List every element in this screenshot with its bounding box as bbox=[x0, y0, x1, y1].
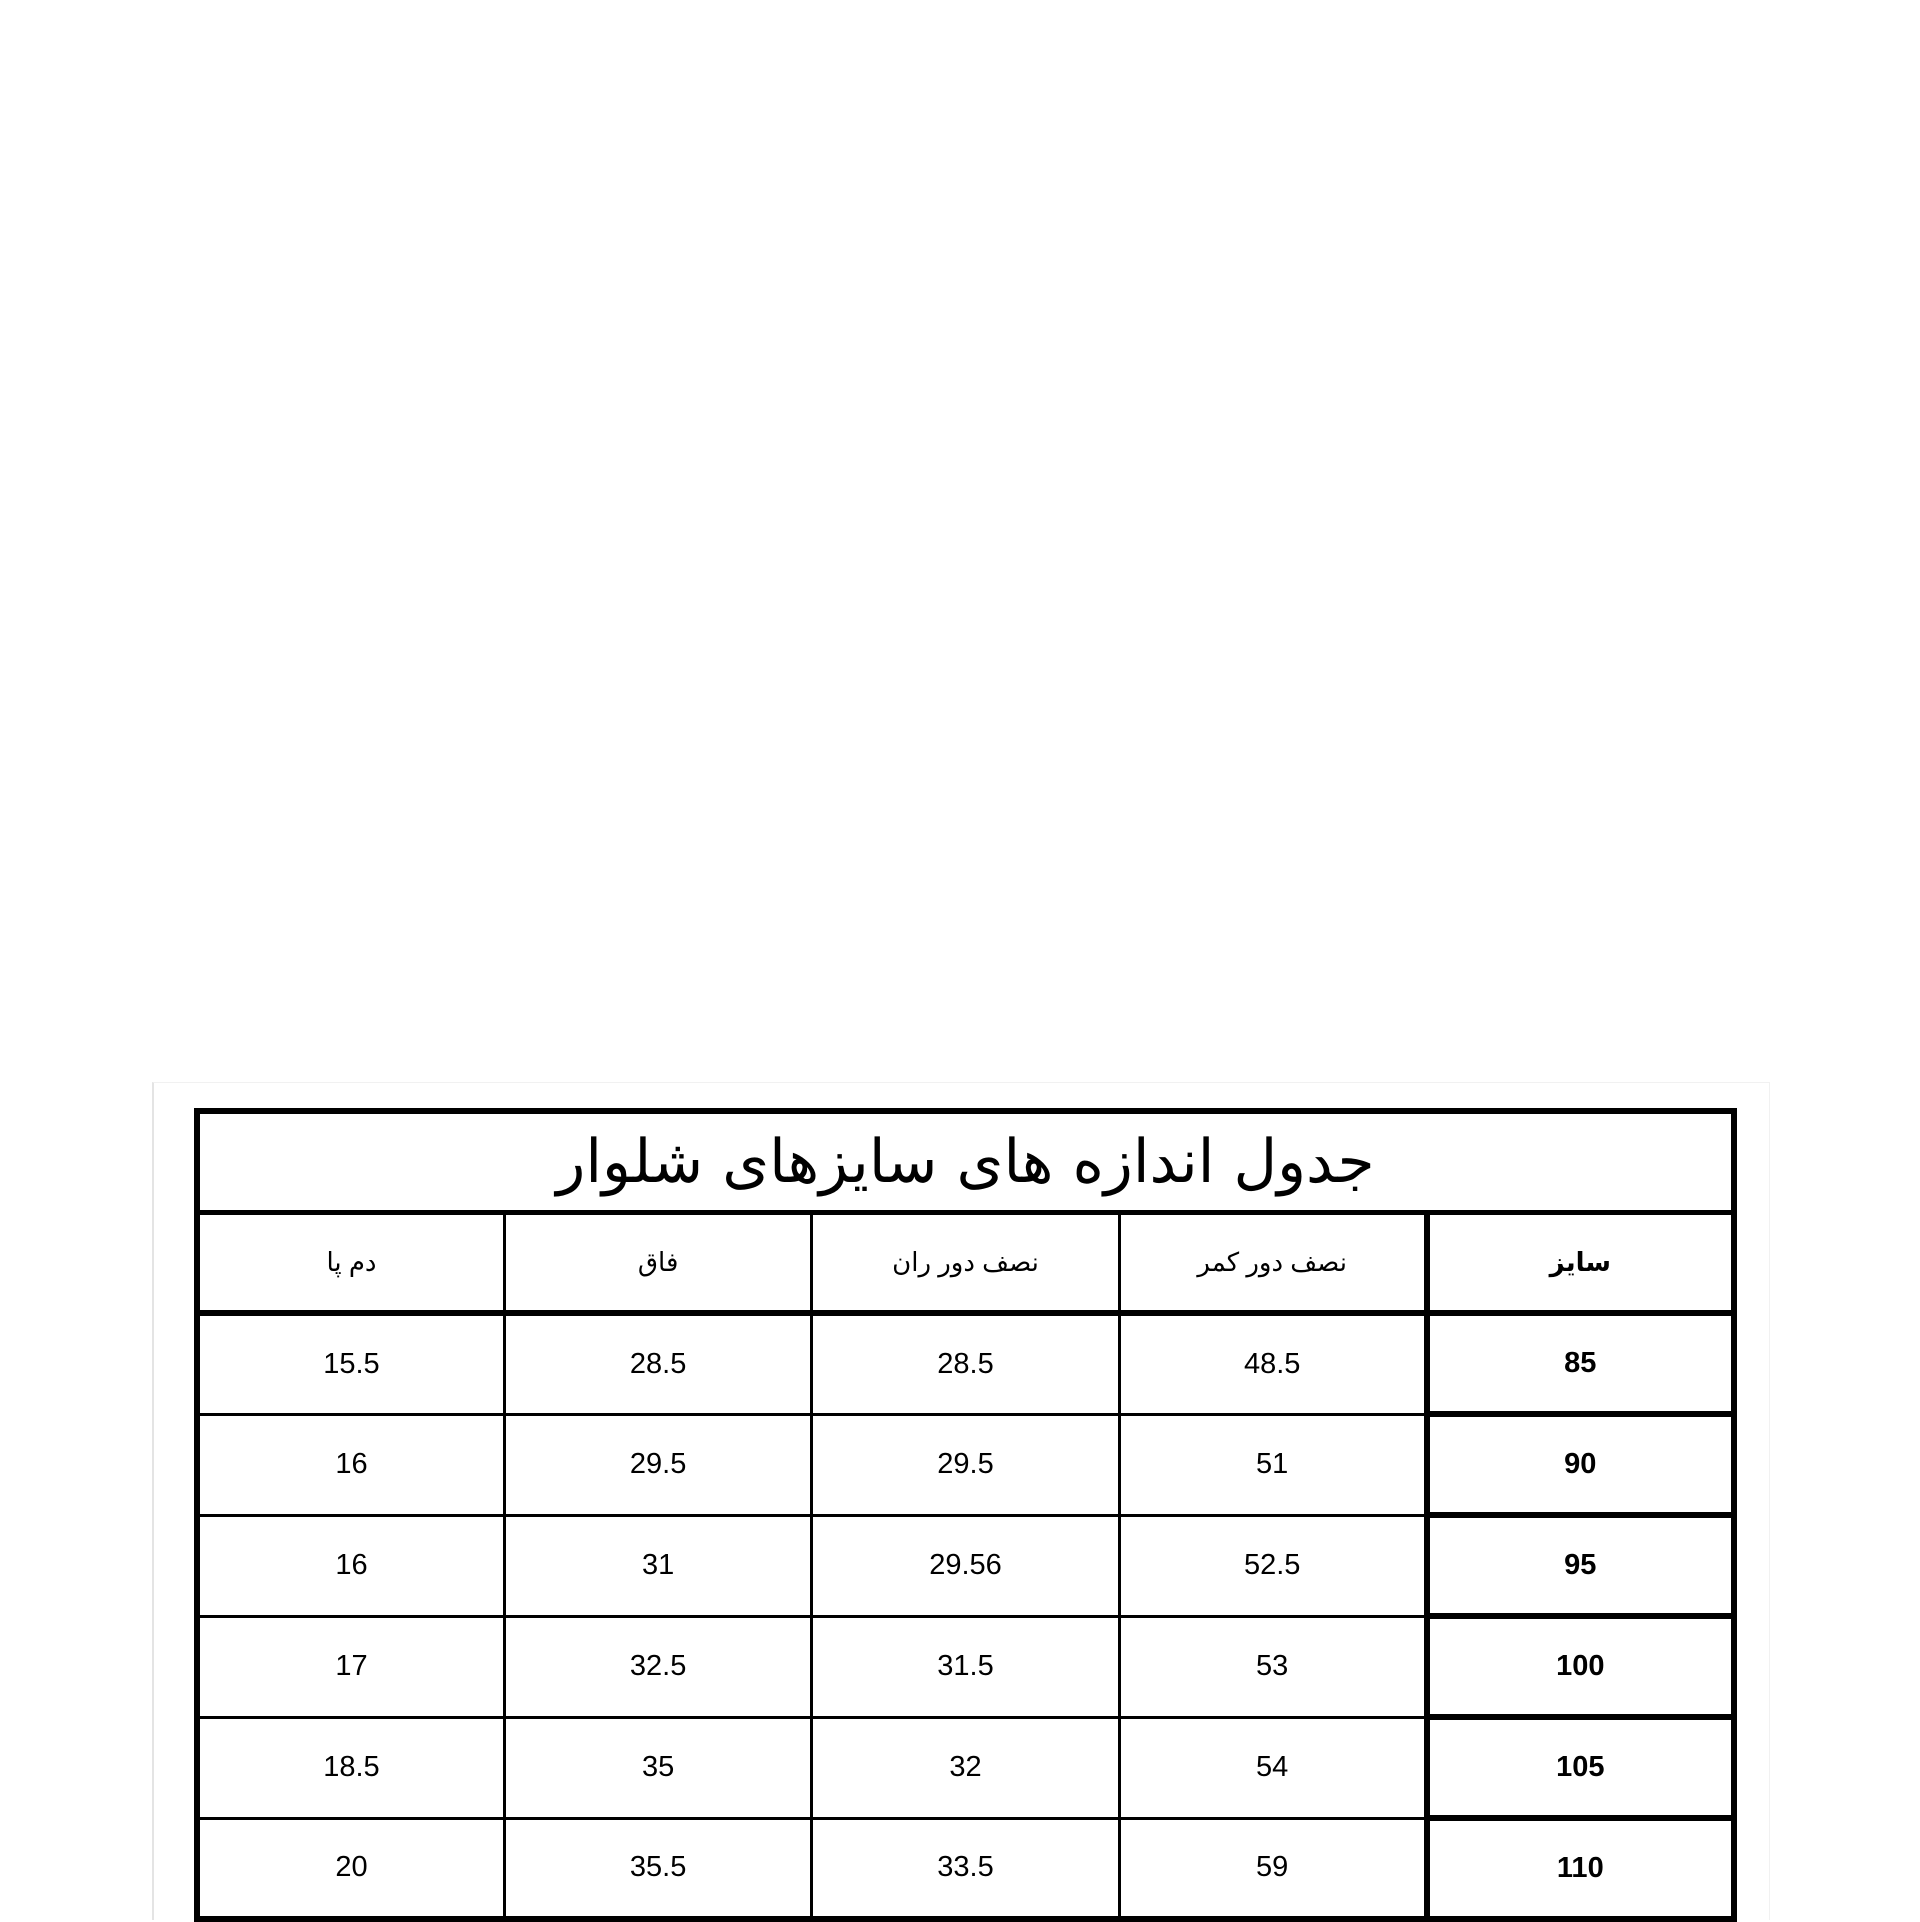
table-row bbox=[197, 1717, 1734, 1818]
rise-cell: 32.5 bbox=[504, 1616, 811, 1717]
leg-opening-cell: 17 bbox=[197, 1616, 504, 1717]
header-size: سایز bbox=[1427, 1213, 1734, 1314]
leg-opening-cell: 16 bbox=[197, 1515, 504, 1616]
title-row bbox=[197, 1111, 1734, 1213]
size-cell: 85 bbox=[1427, 1313, 1734, 1414]
half-thigh-cell: 28.5 bbox=[812, 1313, 1119, 1414]
header-rise: فاق bbox=[504, 1213, 811, 1314]
half-waist-cell: 53 bbox=[1119, 1616, 1426, 1717]
half-thigh-cell: 31.5 bbox=[812, 1616, 1119, 1717]
trousers-size-table bbox=[194, 1108, 1737, 1922]
leg-opening-cell: 20 bbox=[197, 1818, 504, 1919]
header-half-waist: نصف دور کمر bbox=[1119, 1213, 1426, 1314]
table-title: جدول اندازه های سایزهای شلوار bbox=[197, 1111, 1734, 1213]
table-row bbox=[197, 1818, 1734, 1919]
half-waist-cell: 59 bbox=[1119, 1818, 1426, 1919]
leg-opening-cell: 16 bbox=[197, 1414, 504, 1515]
table-row bbox=[197, 1616, 1734, 1717]
rise-cell: 29.5 bbox=[504, 1414, 811, 1515]
rise-cell: 35 bbox=[504, 1717, 811, 1818]
header-half-thigh: نصف دور ران bbox=[812, 1213, 1119, 1314]
size-cell: 110 bbox=[1427, 1818, 1734, 1919]
half-waist-cell: 54 bbox=[1119, 1717, 1426, 1818]
header-leg-opening: دم پا bbox=[197, 1213, 504, 1314]
rise-cell: 28.5 bbox=[504, 1313, 811, 1414]
half-thigh-cell: 29.56 bbox=[812, 1515, 1119, 1616]
rise-cell: 31 bbox=[504, 1515, 811, 1616]
table-row bbox=[197, 1313, 1734, 1414]
rise-cell: 35.5 bbox=[504, 1818, 811, 1919]
leg-opening-cell: 18.5 bbox=[197, 1717, 504, 1818]
size-cell: 95 bbox=[1427, 1515, 1734, 1616]
leg-opening-cell: 15.5 bbox=[197, 1313, 504, 1414]
table-row bbox=[197, 1515, 1734, 1616]
half-thigh-cell: 32 bbox=[812, 1717, 1119, 1818]
table-row bbox=[197, 1414, 1734, 1515]
half-thigh-cell: 33.5 bbox=[812, 1818, 1119, 1919]
size-cell: 90 bbox=[1427, 1414, 1734, 1515]
half-waist-cell: 51 bbox=[1119, 1414, 1426, 1515]
half-waist-cell: 48.5 bbox=[1119, 1313, 1426, 1414]
half-thigh-cell: 29.5 bbox=[812, 1414, 1119, 1515]
size-cell: 100 bbox=[1427, 1616, 1734, 1717]
half-waist-cell: 52.5 bbox=[1119, 1515, 1426, 1616]
header-row bbox=[197, 1213, 1734, 1314]
size-cell: 105 bbox=[1427, 1717, 1734, 1818]
